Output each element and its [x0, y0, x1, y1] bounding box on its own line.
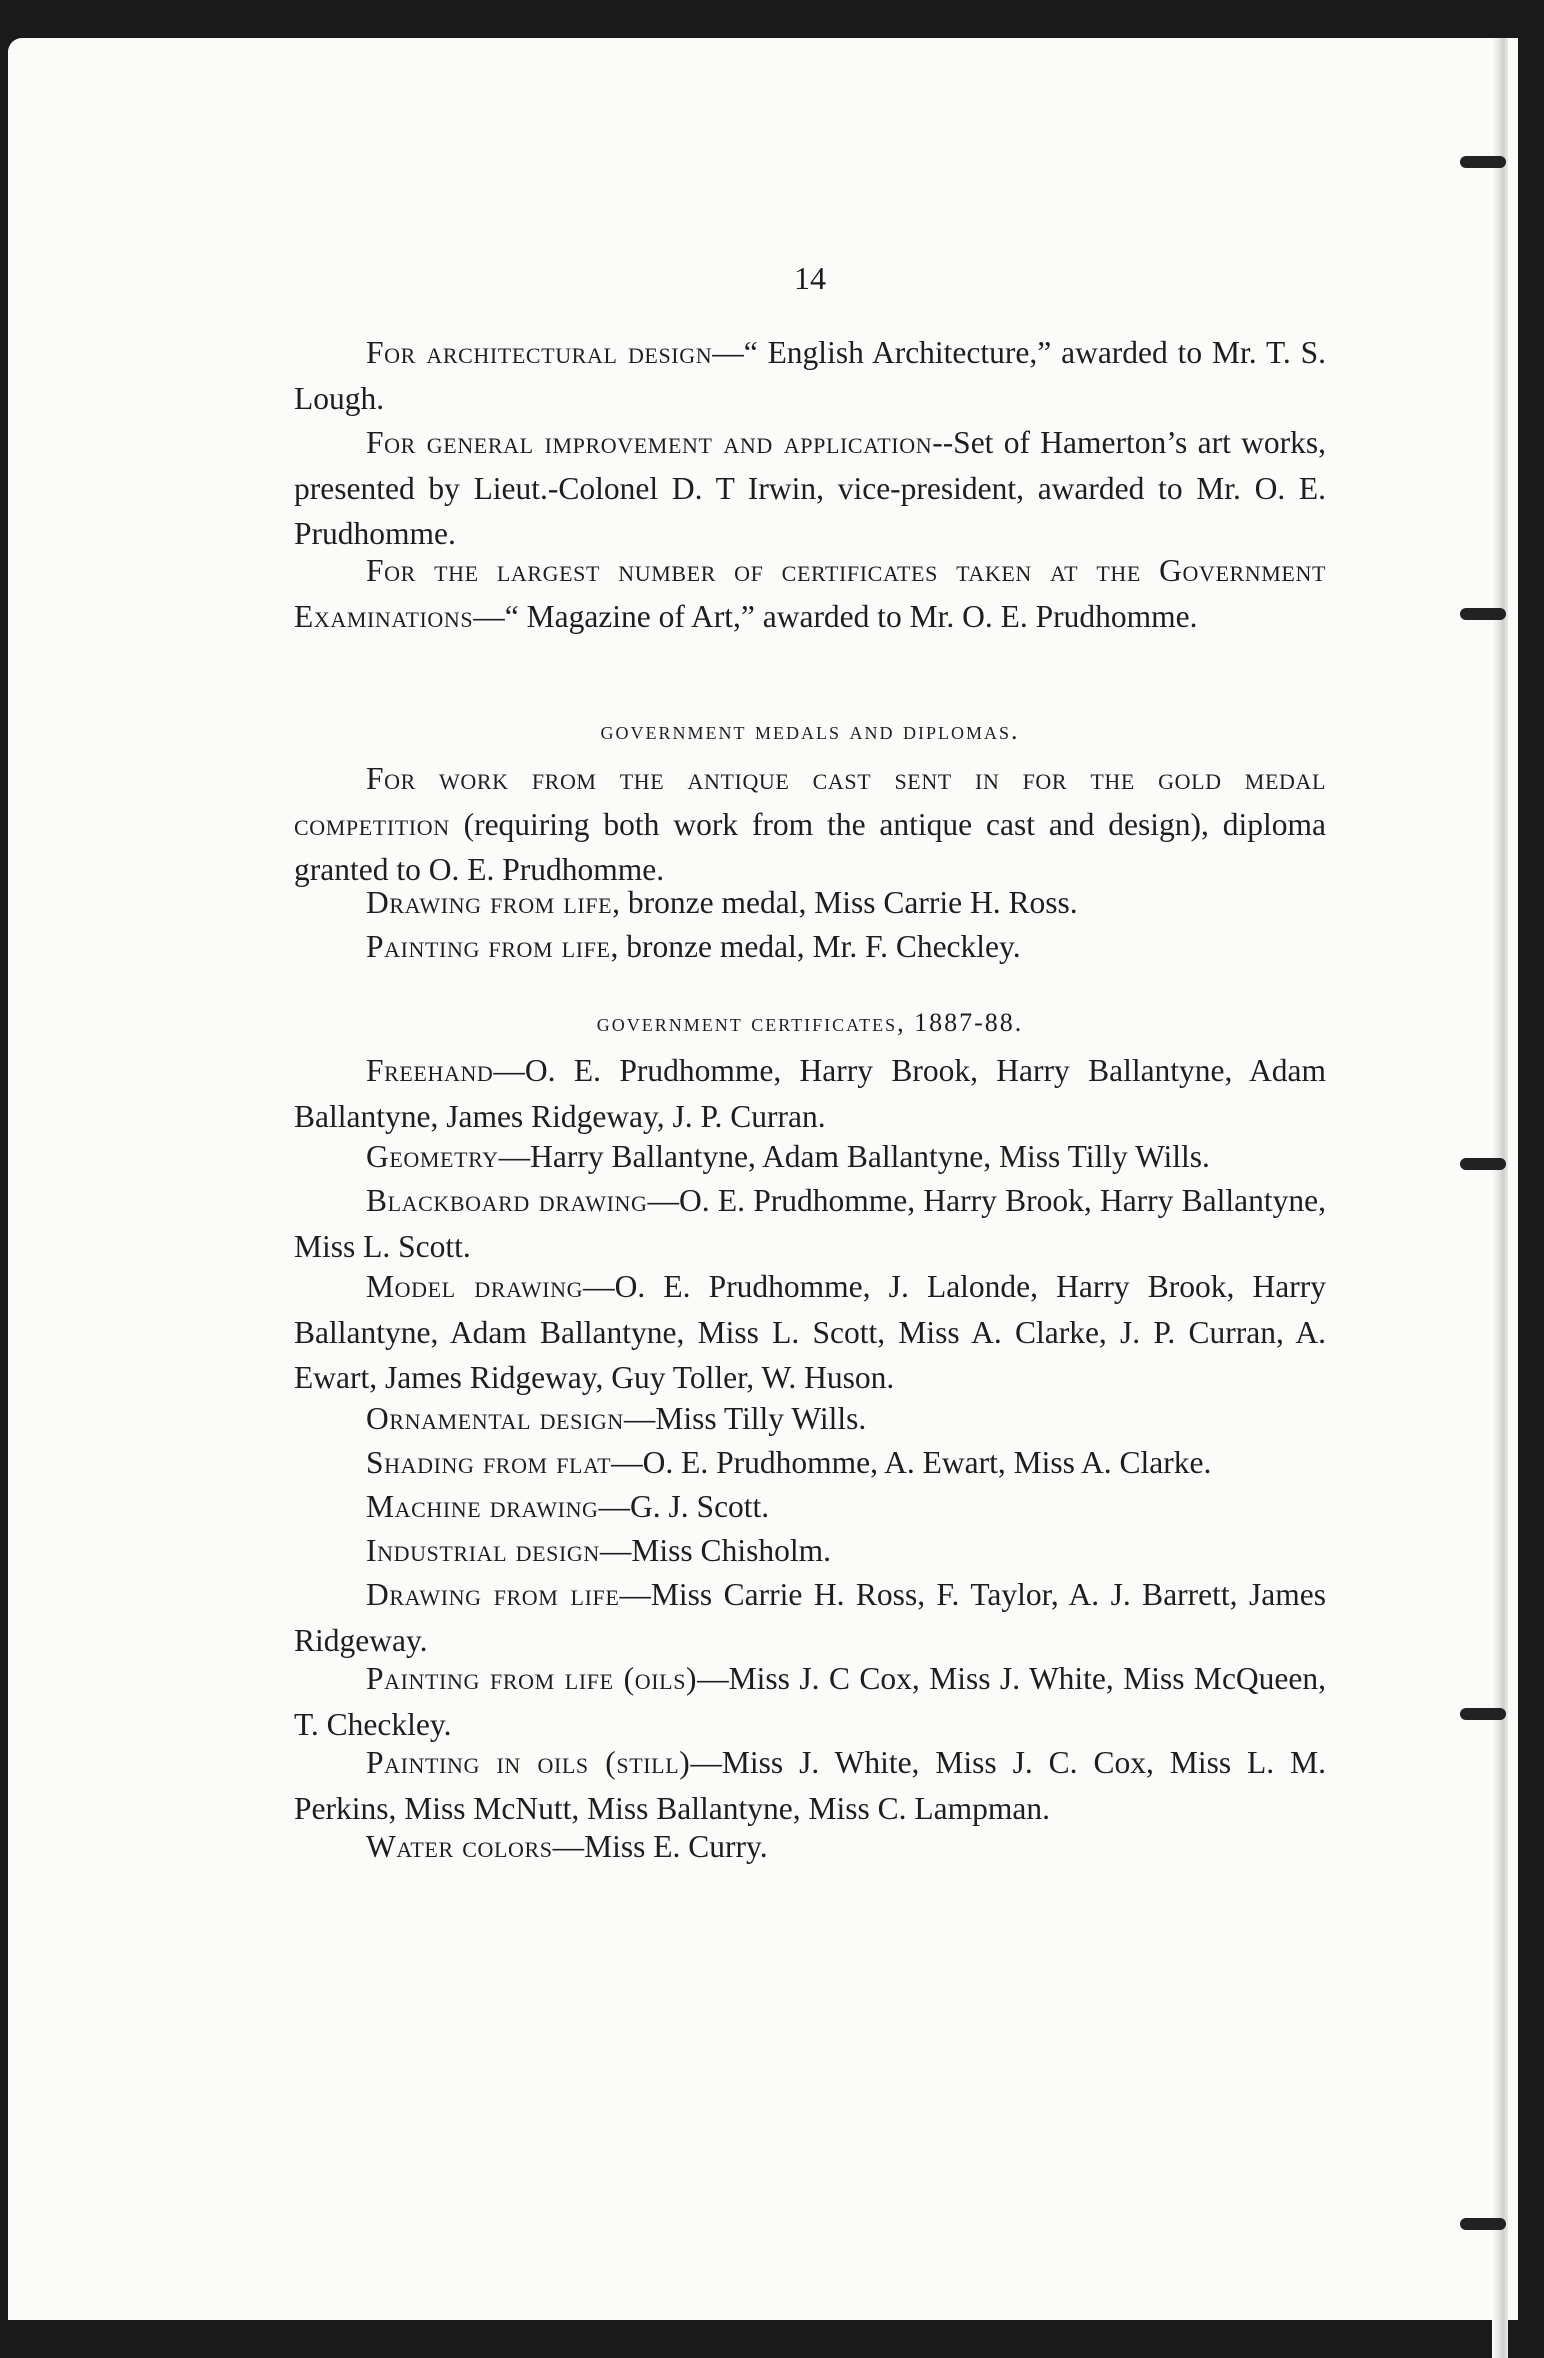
entry-label: Ornamental design: [366, 1401, 624, 1436]
entry-label: For architectural design: [366, 335, 713, 370]
medal-entry: [294, 924, 1326, 970]
binding-stitch: [1460, 1708, 1506, 1720]
entry-text: , bronze medal, Mr. F. Checkley.: [610, 929, 1021, 964]
certificate-entry: [294, 1484, 1326, 1530]
certificate-entry: [294, 1396, 1326, 1442]
section-heading: government medals and diplomas.: [600, 716, 1020, 745]
certificate-entry: [294, 1824, 1326, 1870]
certificate-entry: [294, 1048, 1326, 1139]
entry-text: —Miss Chisholm.: [599, 1533, 831, 1568]
medal-entry: [294, 880, 1326, 926]
certificate-entry: [294, 1178, 1326, 1269]
certificate-entry: [294, 1134, 1326, 1180]
entry-label: Freehand: [366, 1053, 494, 1088]
entry-label: Shading from flat: [366, 1445, 612, 1480]
entry-label: Drawing from life: [366, 885, 613, 920]
entry-text: —O. E. Prudhomme, A. Ewart, Miss A. Clarke.: [611, 1445, 1212, 1480]
entry-text: —Miss E. Curry.: [552, 1829, 768, 1864]
binding-edge: [1492, 38, 1508, 2358]
entry-text: --Set of Hamerton’s art works, presented by Lieut.-Colonel D. T Irwin, vice-president, awarded to Mr. O. E. Prudhomme.: [294, 425, 1327, 551]
certificate-entry: [294, 1572, 1326, 1663]
entry-text: —Miss J. C Cox, Miss J. White, Miss McQueen, T. Checkley.: [294, 1661, 1327, 1742]
entry-label: For the largest number of certificates taken at the Government Examinations: [294, 553, 1326, 634]
entry-text: —Harry Ballantyne, Adam Ballantyne, Miss Tilly Wills.: [498, 1139, 1210, 1174]
binding-stitch: [1460, 1158, 1506, 1170]
entry-text: —O. E. Prudhomme, Harry Brook, Harry Ballantyne, Adam Ballantyne, James Ridgeway, J. P. Curran.: [294, 1053, 1326, 1134]
certificate-entry: [294, 1264, 1326, 1401]
certificate-entry: [294, 1440, 1326, 1486]
entry-label: For work from the antique cast sent in for the gold medal competition: [294, 761, 1326, 842]
entry-label: Model drawing: [366, 1269, 584, 1304]
page-number: 14: [794, 260, 826, 296]
entry-text: —Miss J. White, Miss J. C. Cox, Miss L. M. Perkins, Miss McNutt, Miss Ballantyne, Miss C. Lampman.: [294, 1745, 1326, 1826]
entry-text: —“ English Architecture,” awarded to Mr. T. S. Lough.: [294, 335, 1326, 416]
entry-text: —Miss Carrie H. Ross, F. Taylor, A. J. Barrett, James Ridgeway.: [294, 1577, 1326, 1658]
entry-label: Industrial design: [366, 1533, 600, 1568]
entry-text: —“ Magazine of Art,” awarded to Mr. O. E. Prudhomme.: [473, 598, 1198, 634]
prize-entry: [294, 420, 1326, 557]
entry-text: (requiring both work from the antique cast and design), diploma granted to O. E. Prudhomme.: [294, 806, 1326, 887]
prize-entry: [294, 330, 1326, 421]
entry-text: —G. J. Scott.: [598, 1489, 770, 1524]
entry-label: Geometry: [366, 1139, 499, 1174]
entry-label: Machine drawing: [366, 1489, 599, 1524]
entry-label: Painting from life: [366, 929, 611, 964]
entry-text: —O. E. Prudhomme, J. Lalonde, Harry Brook, Harry Ballantyne, Adam Ballantyne, Miss L. Scott, Miss A. Clarke, J. P. Curran, A. Ewart, James Ridgeway, Guy Toller, W. Huson.: [294, 1269, 1326, 1395]
entry-text: , bronze medal, Miss Carrie H. Ross.: [612, 885, 1078, 920]
entry-label: Painting from life (oils): [366, 1661, 698, 1696]
entry-label: For general improvement and application: [366, 425, 933, 460]
binding-stitch: [1460, 156, 1506, 168]
certificate-entry: [294, 1740, 1326, 1831]
certificate-entry: [294, 1528, 1326, 1574]
entry-label: Water colors: [366, 1829, 553, 1864]
binding-stitch: [1460, 608, 1506, 620]
entry-label: Painting in oils (still): [366, 1745, 691, 1780]
document-page: [8, 38, 1518, 2320]
entry-label: Blackboard drawing: [366, 1183, 648, 1218]
binding-stitch: [1460, 2218, 1506, 2230]
certificate-entry: [294, 1656, 1326, 1747]
entry-text: —Miss Tilly Wills.: [623, 1401, 867, 1436]
entry-label: Drawing from life: [366, 1577, 620, 1612]
prize-entry: [294, 548, 1326, 639]
entry-text: —O. E. Prudhomme, Harry Brook, Harry Ballantyne, Miss L. Scott.: [294, 1183, 1326, 1264]
section-heading: government certificates, 1887-88.: [596, 1008, 1024, 1037]
medal-entry: [294, 756, 1326, 893]
